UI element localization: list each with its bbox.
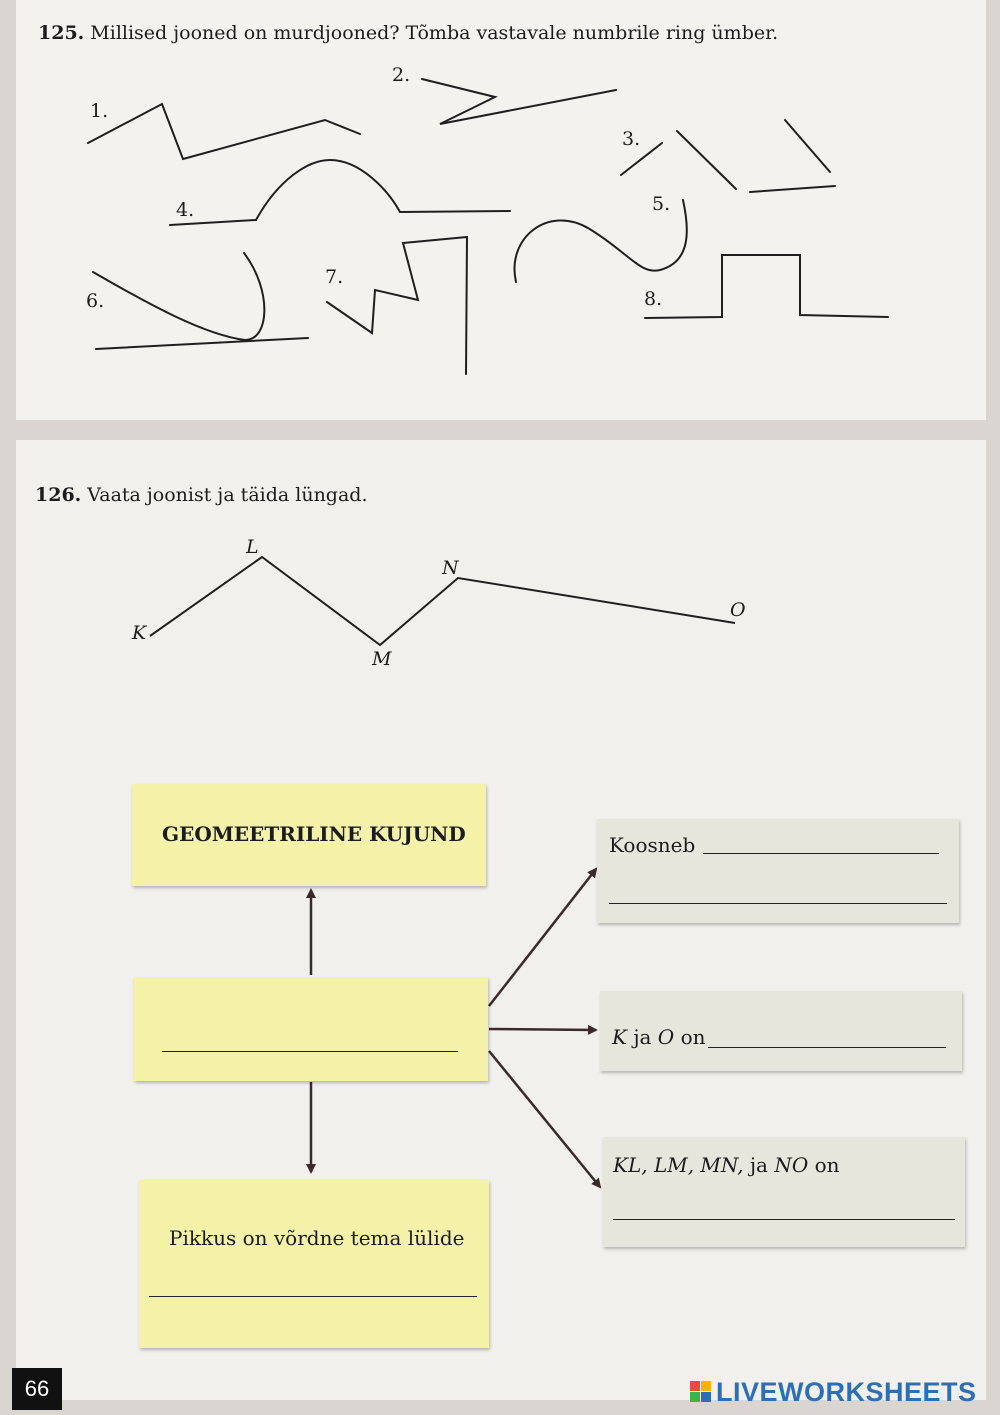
exercise-126-text: Vaata joonist ja täida lüngad. (87, 484, 368, 506)
page-number: 66 (12, 1368, 62, 1410)
consists-text: Koosneb (609, 833, 696, 857)
point-label-n: N (442, 557, 459, 579)
endpoints-k: K (612, 1025, 627, 1049)
consists-box (597, 819, 959, 923)
point-label-l: L (246, 536, 259, 558)
line-label-8[interactable]: 8. (644, 288, 663, 310)
segments-no: NO (774, 1153, 809, 1177)
arrow-right (489, 1029, 596, 1030)
center-box (134, 977, 488, 1081)
line-label-7[interactable]: 7. (325, 266, 344, 288)
line-label-6[interactable]: 6. (86, 290, 105, 312)
segments-box (603, 1137, 965, 1247)
endpoints-answer-blank[interactable] (708, 1047, 946, 1048)
geometric-shape-box (132, 784, 486, 886)
length-answer-blank[interactable] (149, 1296, 477, 1297)
exercise-125-number: 125. (38, 22, 85, 44)
line-label-3[interactable]: 3. (622, 128, 641, 150)
segments-text (613, 1153, 840, 1177)
length-box (139, 1180, 489, 1348)
segments-names: KL, LM, MN, (613, 1153, 744, 1177)
exercise-125-text: Millised jooned on murdjooned? Tõmba vastavale numbrile ring ümber. (90, 22, 779, 44)
segments-on: on (814, 1153, 840, 1177)
line-label-4[interactable]: 4. (176, 199, 195, 221)
line-label-5[interactable]: 5. (652, 193, 671, 215)
exercise-126-number: 126. (35, 484, 82, 506)
consists-answer-blank-1[interactable] (703, 853, 939, 854)
liveworksheets-brand[interactable] (690, 1376, 977, 1408)
endpoints-on: on (680, 1025, 706, 1049)
center-answer-blank[interactable] (162, 1051, 458, 1052)
brand-text: LIVEWORKSHEETS (716, 1376, 977, 1407)
endpoints-text (612, 1025, 705, 1049)
consists-answer-blank-2[interactable] (609, 903, 947, 904)
length-text: Pikkus on võrdne tema lülide (169, 1226, 465, 1250)
point-label-m: M (372, 648, 392, 670)
segments-answer-blank[interactable] (613, 1219, 955, 1220)
geometric-shape-title: GEOMEETRILINE KUJUND (162, 822, 466, 846)
arrow-upper-right (489, 869, 596, 1006)
endpoints-o: O (657, 1025, 675, 1049)
point-label-o: O (730, 599, 746, 621)
line-label-2[interactable]: 2. (392, 64, 411, 86)
arrow-lower-right (489, 1051, 600, 1187)
point-label-k: K (132, 622, 147, 644)
endpoints-box (600, 991, 962, 1071)
line-label-1[interactable]: 1. (90, 100, 109, 122)
segments-ja: ja (749, 1153, 768, 1177)
liveworksheets-logo-icon (690, 1381, 712, 1403)
endpoints-ja: ja (633, 1025, 652, 1049)
